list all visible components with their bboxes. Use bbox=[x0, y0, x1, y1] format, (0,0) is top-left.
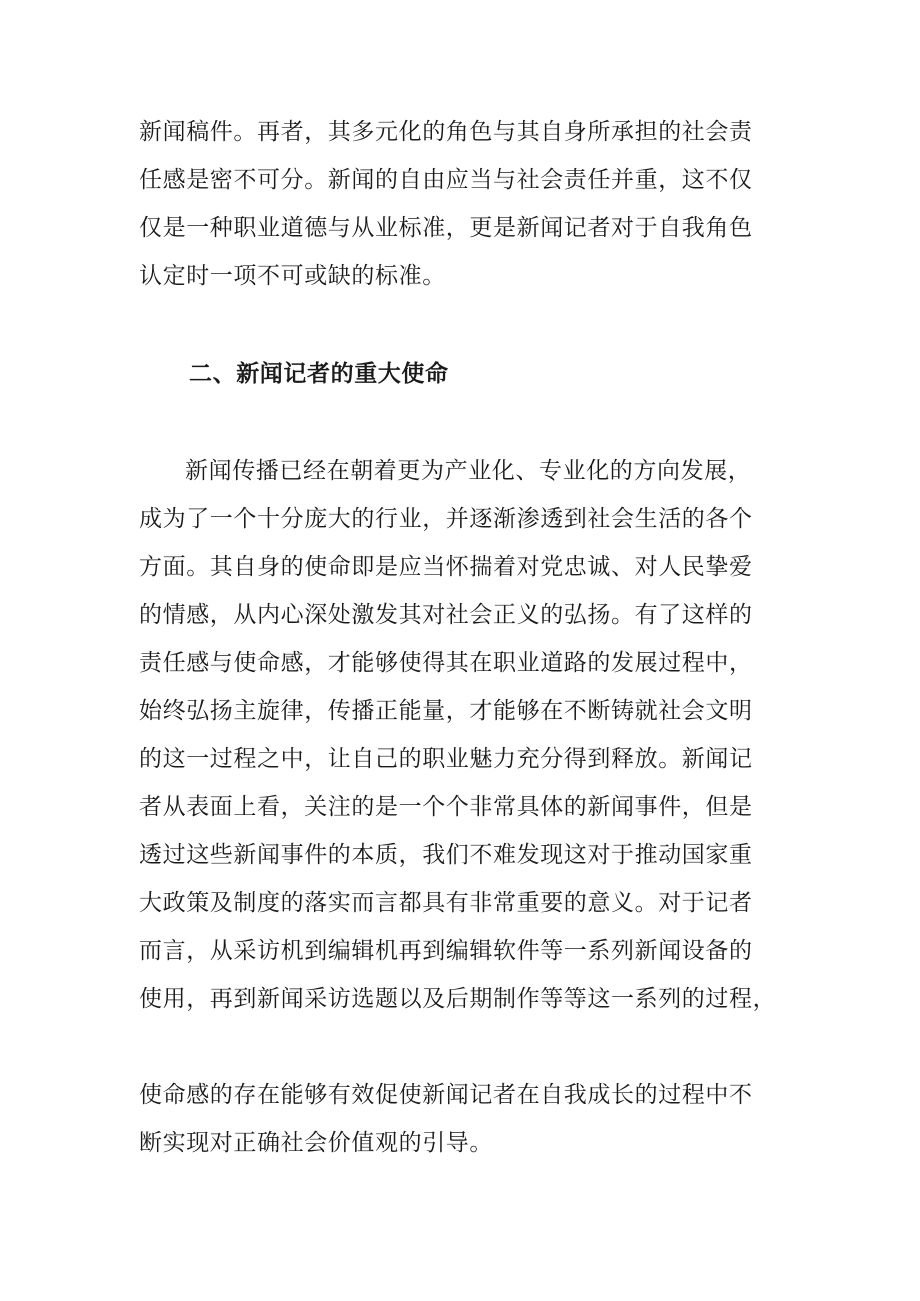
section-heading: 二、新闻记者的重大使命 bbox=[189, 361, 449, 387]
text-line: 仅是一种职业道德与从业标准，更是新闻记者对于自我角色 bbox=[139, 215, 753, 241]
text-line: 大政策及制度的落实而言都具有非常重要的意义。对于记者 bbox=[139, 890, 753, 916]
text-line: 新闻稿件。再者，其多元化的角色与其自身所承担的社会责 bbox=[139, 119, 753, 145]
text-line: 认定时一项不可或缺的标准。 bbox=[139, 263, 446, 289]
text-line: 而言，从采访机到编辑机再到编辑软件等一系列新闻设备的 bbox=[139, 938, 753, 964]
text-line: 方面。其自身的使命即是应当怀揣着对党忠诚、对人民挚爱 bbox=[139, 554, 753, 580]
text-line: 使用，再到新闻采访选题以及后期制作等等这一系列的过程， bbox=[139, 986, 777, 1012]
text-line: 始终弘扬主旋律，传播正能量，才能够在不断铸就社会文明 bbox=[139, 698, 753, 724]
text-line: 者从表面上看，关注的是一个个非常具体的新闻事件，但是 bbox=[139, 794, 753, 820]
text-line: 断实现对正确社会价值观的引导。 bbox=[139, 1130, 493, 1156]
text-line: 任感是密不可分。新闻的自由应当与社会责任并重，这不仅 bbox=[139, 167, 753, 193]
text-line: 成为了一个十分庞大的行业，并逐渐渗透到社会生活的各个 bbox=[139, 506, 753, 532]
text-line: 责任感与使命感，才能够使得其在职业道路的发展过程中， bbox=[139, 650, 753, 676]
text-line: 新闻传播已经在朝着更为产业化、专业化的方向发展， bbox=[185, 458, 752, 484]
paragraph-continuation bbox=[139, 108, 799, 300]
paragraph-body bbox=[139, 447, 799, 1023]
text-line: 使命感的存在能够有效促使新闻记者在自我成长的过程中不 bbox=[139, 1082, 753, 1108]
paragraph-closing bbox=[139, 1071, 799, 1167]
text-line: 的情感，从内心深处激发其对社会正义的弘扬。有了这样的 bbox=[139, 602, 753, 628]
text-line: 透过这些新闻事件的本质，我们不难发现这对于推动国家重 bbox=[139, 842, 753, 868]
text-line: 的这一过程之中，让自己的职业魅力充分得到释放。新闻记 bbox=[139, 746, 753, 772]
